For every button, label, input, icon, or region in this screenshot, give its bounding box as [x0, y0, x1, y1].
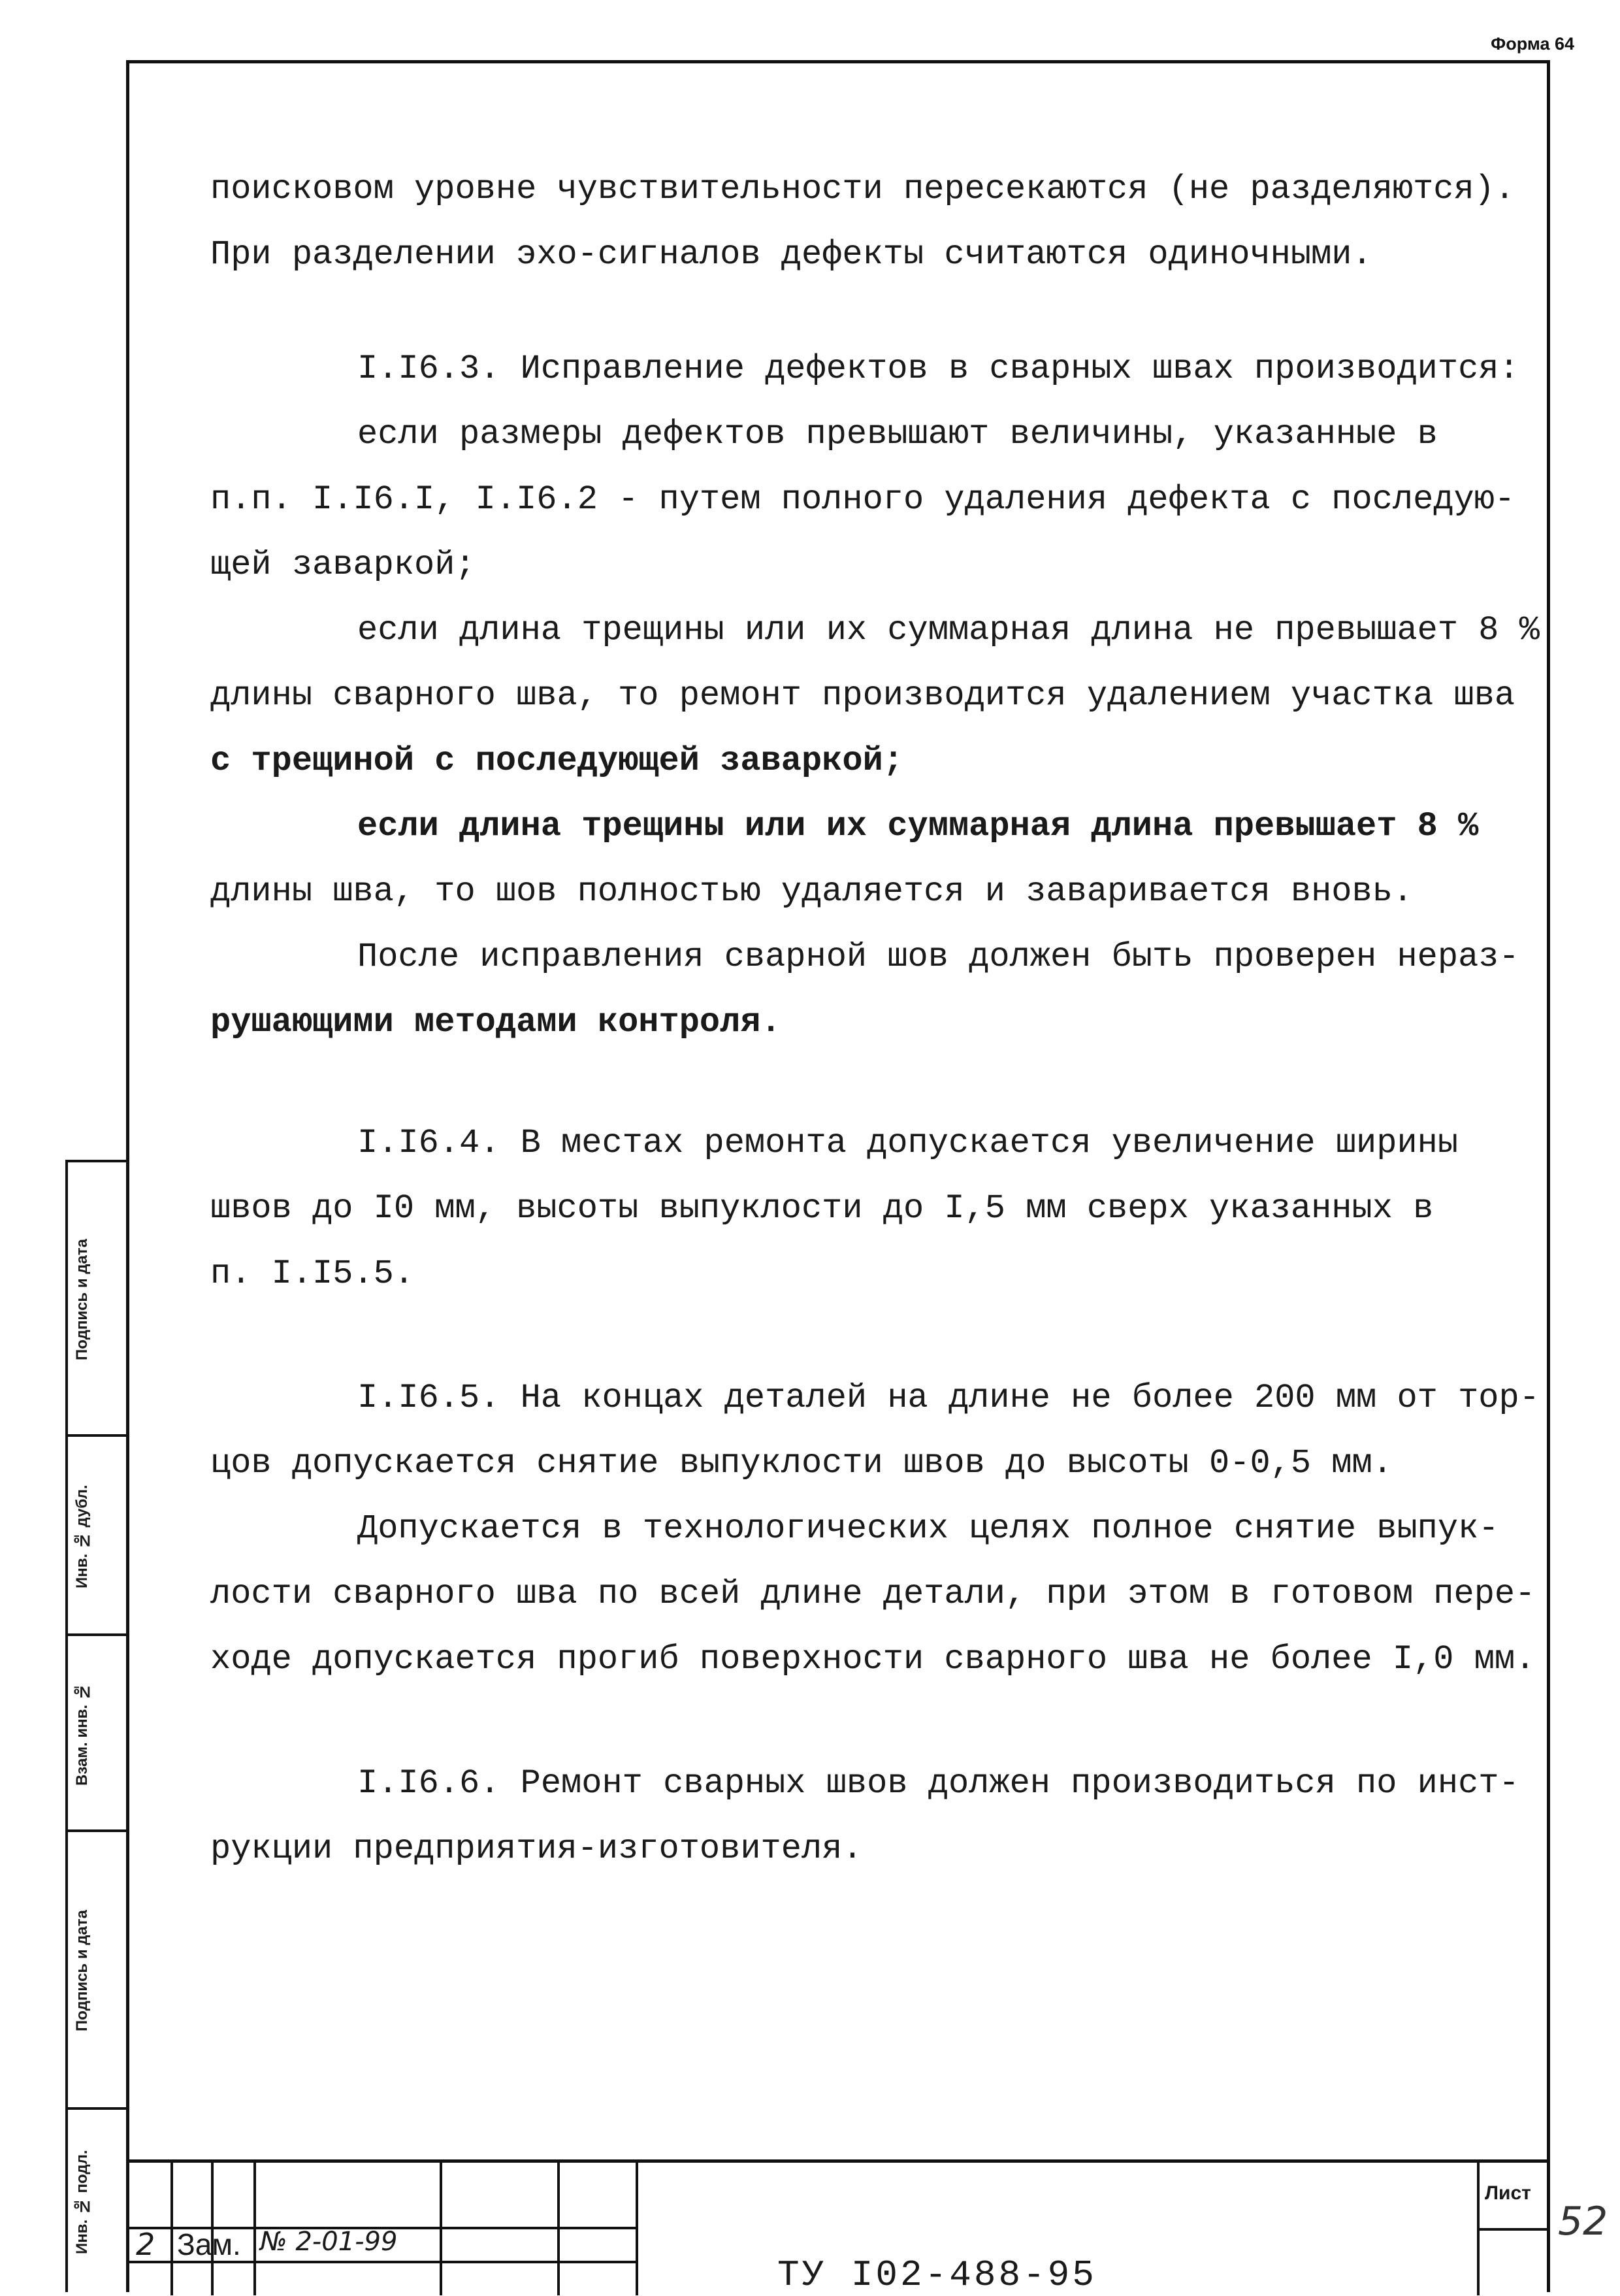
paragraph-heading: I.I6.3. Исправление дефектов в сварных швах производится: — [357, 350, 1519, 388]
text-line: если длина трещины или их суммарная длина не превышает 8 % — [357, 611, 1540, 649]
text-line: с трещиной с последующей заваркой; — [210, 742, 903, 780]
side-cell — [68, 1832, 129, 2110]
sheet-number: 52 — [1558, 2199, 1608, 2244]
side-cell — [68, 1162, 129, 1437]
change-doc-number: № 2-01-99 — [260, 2227, 398, 2257]
paragraph-heading: I.I6.5. На концах деталей на длине не более 200 мм от тор- — [357, 1379, 1540, 1417]
document-code: ТУ I02-488-95 — [777, 2254, 1097, 2296]
text-line: если длина трещины или их суммарная длина превышает 8 % — [357, 807, 1479, 845]
text-line: ходе допускается прогиб поверхности сварного шва не более I,0 мм. — [210, 1640, 1536, 1679]
side-label: Инв. № подл. — [73, 2150, 91, 2255]
change-type: Зам. — [177, 2227, 241, 2261]
text-line: цов допускается снятие выпуклости швов до высоты 0-0,5 мм. — [210, 1444, 1393, 1483]
paragraph-heading: I.I6.4. В местах ремонта допускается увеличение ширины — [357, 1124, 1459, 1162]
text-line: п. I.I5.5. — [210, 1255, 415, 1293]
text-line: длины сварного шва, то ремонт производится удалением участка шва — [210, 676, 1515, 715]
text-line: лости сварного шва по всей длине детали, при этом в готовом пере- — [210, 1575, 1536, 1613]
text-line: швов до I0 мм, высоты выпуклости до I,5 мм сверх указанных в — [210, 1189, 1434, 1228]
text-line: если размеры дефектов превышают величины, указанные в — [357, 415, 1438, 453]
text-line: рушающими методами контроля. — [210, 1003, 781, 1041]
text-line: При разделении эхо-сигналов дефекты считаются одиночными. — [210, 235, 1372, 274]
side-cell — [68, 1437, 129, 1636]
paragraph-heading: I.I6.6. Ремонт сварных швов должен производиться по инст- — [357, 1764, 1519, 1803]
text-line: длины шва, то шов полностью удаляется и заваривается вновь. — [210, 872, 1414, 911]
side-approval-table — [65, 1160, 126, 2292]
change-number: 2 — [136, 2227, 155, 2262]
text-line: Допускается в технологических целях полное снятие выпук- — [357, 1509, 1499, 1548]
text-line: п.п. I.I6.I, I.I6.2 - путем полного удаления дефекта с последую- — [210, 480, 1515, 519]
side-label: Подпись и дата — [73, 1239, 91, 1360]
text-line: поисковом уровне чувствительности пересекаются (не разделяются). — [210, 170, 1515, 208]
side-label: Взам. инв. № — [73, 1682, 91, 1786]
sheet-label: Лист — [1485, 2182, 1531, 2204]
side-cell — [68, 2110, 129, 2295]
text-line: рукции предприятия-изготовителя. — [210, 1829, 863, 1868]
text-line: щей заваркой; — [210, 546, 476, 584]
side-cell — [68, 1636, 129, 1832]
side-label: Инв. № дубл. — [73, 1484, 91, 1588]
form-label: Форма 64 — [1491, 34, 1574, 54]
text-line: После исправления сварной шов должен быть проверен нераз- — [357, 938, 1519, 976]
side-label: Подпись и дата — [73, 1910, 91, 2032]
